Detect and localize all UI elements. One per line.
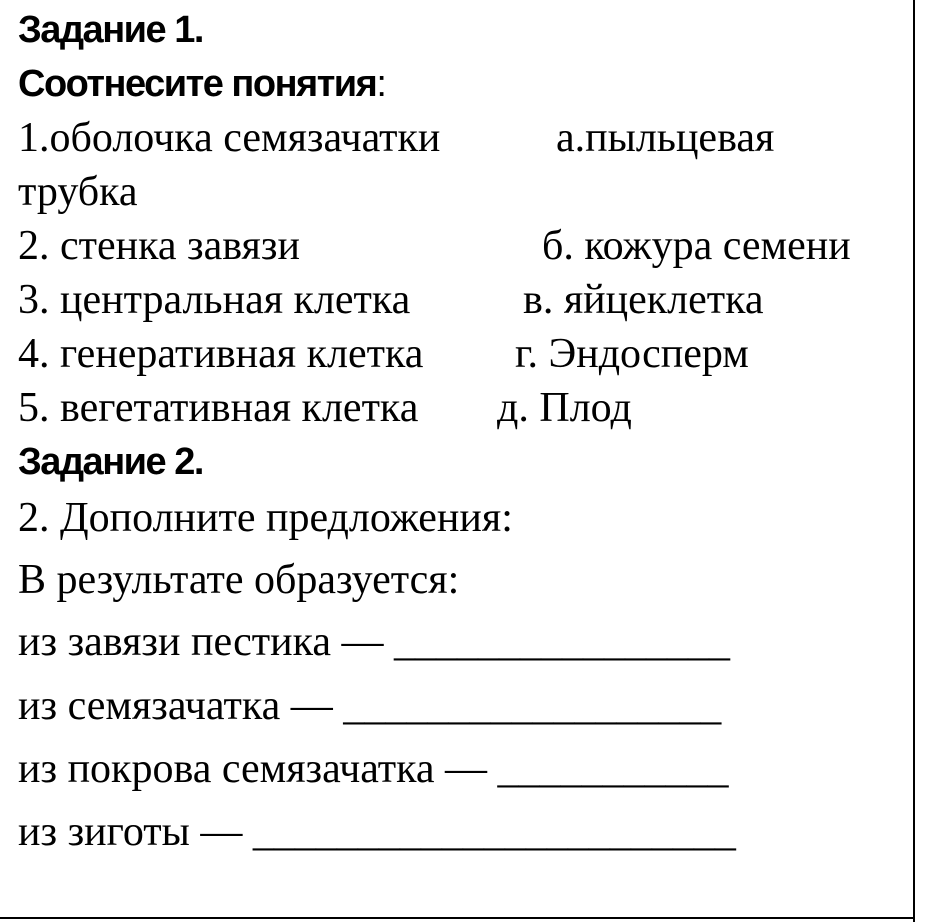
task1-instruction — [18, 60, 385, 108]
task1-instruction-colon: : — [376, 63, 386, 105]
fill-line-zygote: из зиготы — _______________________ — [18, 809, 736, 855]
task1-title: Задание 1. — [18, 9, 203, 51]
left-item-1-continued: трубка — [18, 169, 138, 215]
left-item-5: 5. вегетативная клетка — [18, 385, 419, 431]
left-item-4: 4. генеративная клетка — [18, 331, 424, 377]
task1-instruction-text: Соотнесите понятия — [18, 63, 377, 105]
page-border-bottom — [0, 917, 915, 919]
task2-instruction: 2. Дополните предложения: — [18, 495, 513, 541]
left-item-1: 1.оболочка семязачатки — [18, 115, 441, 161]
right-item-b: б. кожура семени — [542, 223, 851, 269]
left-item-3: 3. центральная клетка — [18, 277, 411, 323]
right-item-d: д. Плод — [497, 385, 632, 431]
fill-line-ovule: из семязачатка — __________________ — [18, 683, 722, 729]
left-item-2: 2. стенка завязи — [18, 223, 300, 269]
fill-line-ovary: из завязи пестика — ________________ — [18, 619, 731, 665]
right-item-a: а.пыльцевая — [556, 115, 775, 161]
task2-title: Задание 2. — [18, 441, 203, 483]
task2-intro: В результате образуется: — [18, 557, 460, 603]
page-border-right — [913, 0, 915, 922]
right-item-g: г. Эндосперм — [515, 331, 749, 377]
right-item-v: в. яйцеклетка — [523, 277, 764, 323]
fill-line-integument: из покрова семязачатка — ___________ — [18, 746, 729, 792]
